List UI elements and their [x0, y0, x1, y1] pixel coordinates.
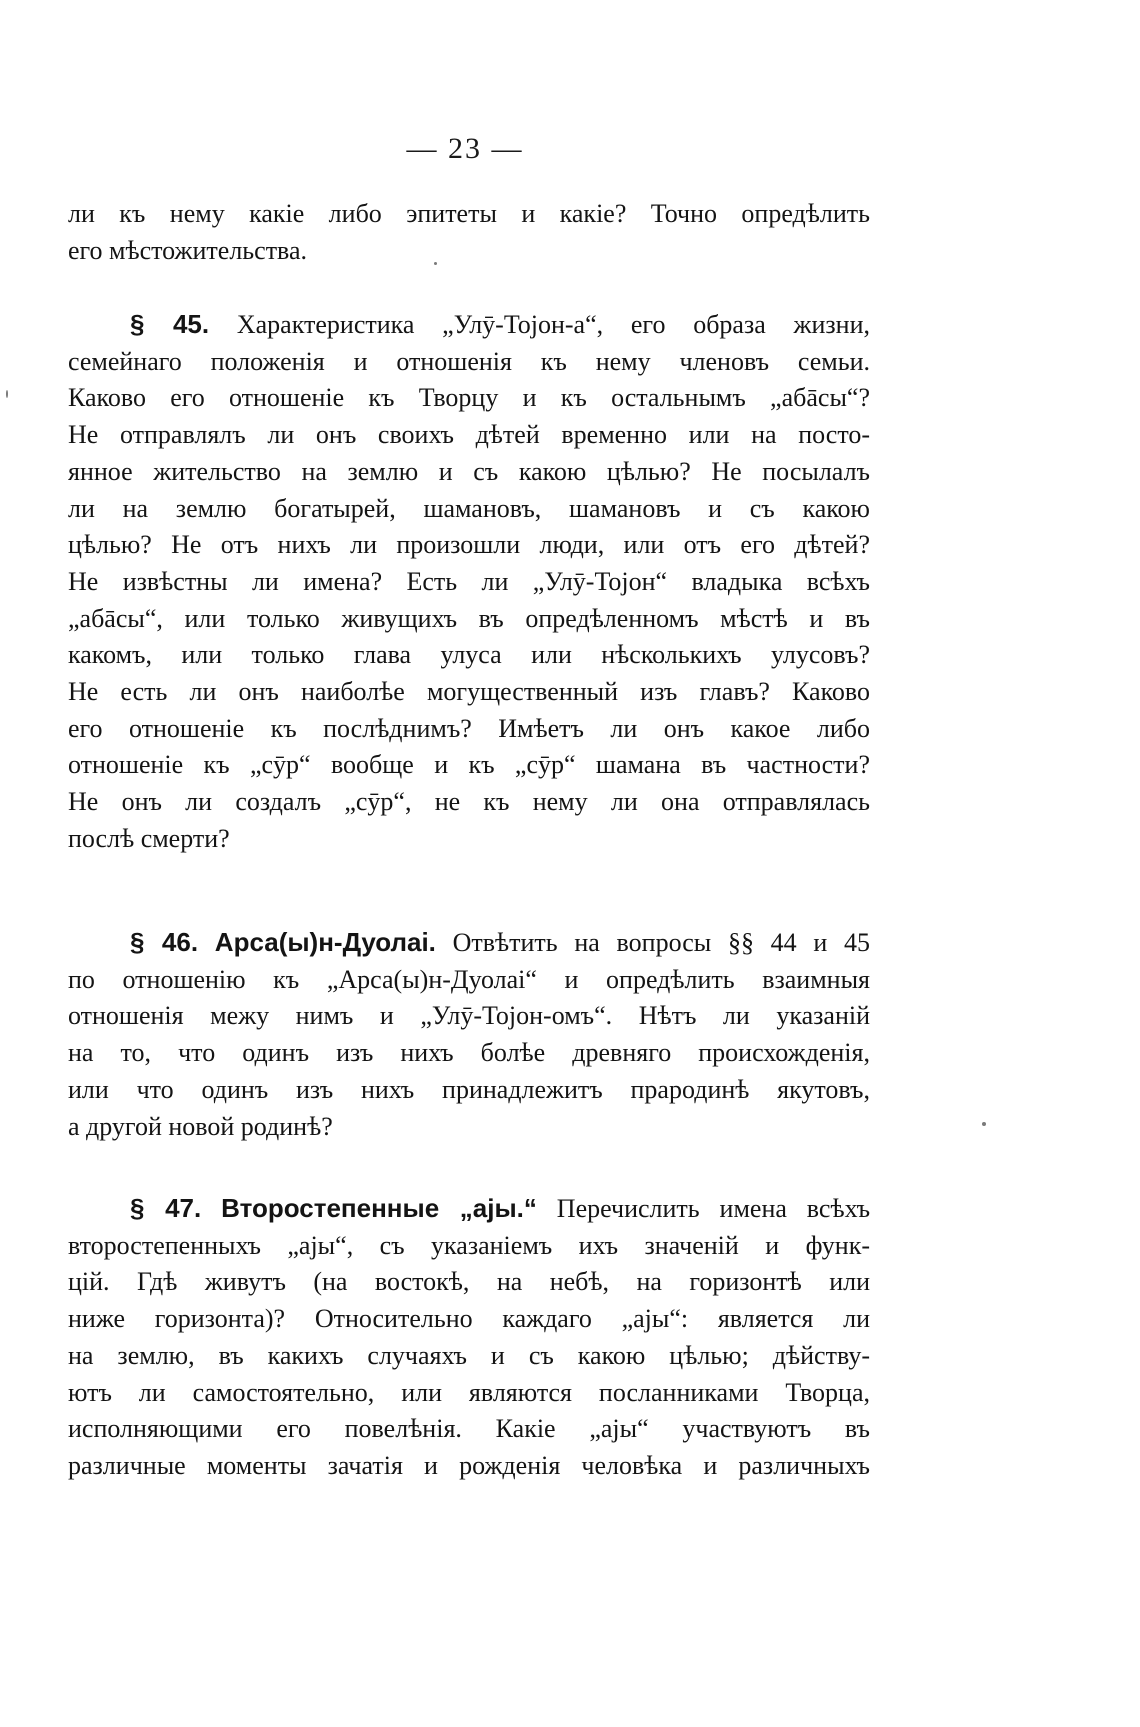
text-line: послѣ смерти?	[68, 823, 230, 853]
text-line: ниже горизонта)? Относительно каждаго „ајы“: является ли	[68, 1304, 870, 1334]
text-line: различные моменты зачатія и рожденія человѣка и различныхъ	[68, 1450, 870, 1480]
intro-paragraph	[68, 196, 870, 269]
text-line: ютъ ли самостоятельно, или являются посланниками Творца,	[68, 1377, 870, 1407]
section-47-title: Второстепенные „ајы.“	[221, 1193, 537, 1223]
section-45-mark: § 45.	[130, 309, 210, 339]
text-line: а другой новой родинѣ?	[68, 1111, 333, 1141]
section-46-title: Арса(ы)н-Дуолаі.	[214, 927, 436, 957]
section-46-paragraph	[68, 924, 870, 1145]
text-line: его мѣстожительства.	[68, 235, 308, 265]
section-46-heading-line	[68, 924, 870, 962]
scan-speck	[982, 1122, 986, 1126]
text-line: Не онъ ли создалъ „сӯр“, не къ нему ли она отправлялась	[68, 787, 870, 817]
text-line: ли къ нему какіе либо эпитеты и какіе? Точно опредѣлить	[68, 199, 870, 228]
text-line: Не отправлялъ ли онъ своихъ дѣтей временно или на посто-	[68, 420, 870, 450]
text-line: цѣлью? Не отъ нихъ ли произошли люди, или отъ его дѣтей?	[68, 530, 870, 560]
section-47-mark: § 47.	[130, 1193, 202, 1223]
text-line: цій. Гдѣ живутъ (на востокѣ, на небѣ, на горизонтѣ или	[68, 1267, 870, 1297]
text-line: его отношеніе къ послѣднимъ? Имѣетъ ли онъ какое либо	[68, 713, 870, 743]
text-line: второстепенныхъ „ајы“, съ указаніемъ ихъ значеній и функ-	[68, 1230, 870, 1260]
section-47-heading-line	[68, 1190, 870, 1228]
text-line: янное жительство на землю и съ какою цѣлью? Не посылалъ	[68, 456, 870, 486]
scan-speck	[434, 262, 437, 265]
text-line: отношеніе къ „сӯр“ вообще и къ „сӯр“ шамана въ частности?	[68, 750, 870, 780]
text-line: или что одинъ изъ нихъ принадлежитъ прародинѣ якутовъ,	[68, 1074, 870, 1104]
text-line: по отношенію къ „Арса(ы)н-Дуолаі“ и опредѣлить взаимныя	[68, 964, 870, 994]
text-line: Не есть ли онъ наиболѣе могущественный изъ главъ? Каково	[68, 677, 870, 707]
text-line: семейнаго положенія и отношенія къ нему членовъ семьи.	[68, 346, 870, 376]
text-line: на землю, въ какихъ случаяхъ и съ какою цѣлью; дѣйству-	[68, 1340, 870, 1370]
section-46-first-line: Отвѣтить на вопросы §§ 44 и 45	[452, 928, 871, 957]
section-45-paragraph	[68, 306, 870, 858]
text-line: исполняющими его повелѣнія. Какіе „ајы“ участвуютъ въ	[68, 1414, 870, 1444]
text-line: на то, что одинъ изъ нихъ болѣе древняго происхожденія,	[68, 1038, 870, 1068]
page-number: — 23 —	[406, 132, 524, 165]
section-45-first-line: Характеристика „Улӯ-Тојон-а“, его образа жизни,	[236, 310, 871, 339]
section-46-mark: § 46.	[130, 927, 199, 957]
text-line: Каково его отношеніе къ Творцу и къ остальнымъ „абāсы“?	[68, 383, 870, 413]
text-line: „абāсы“, или только живущихъ въ опредѣленномъ мѣстѣ и въ	[68, 603, 870, 633]
text-line: ли на землю богатырей, шамановъ, шамановъ и съ какою	[68, 493, 870, 523]
text-line: отношенія межу нимъ и „Улӯ-Тојон-омъ“. Нѣтъ ли указаній	[68, 1001, 870, 1031]
text-line: какомъ, или только глава улуса или нѣсколькихъ улусовъ?	[68, 640, 870, 670]
text-line: Не извѣстны ли имена? Есть ли „Улӯ-Тојон“ владыка всѣхъ	[68, 566, 870, 596]
section-45-heading-line	[68, 306, 870, 344]
section-47-first-line: Перечислить имена всѣхъ	[556, 1194, 871, 1223]
section-47-paragraph	[68, 1190, 870, 1485]
scan-speck	[6, 390, 8, 398]
